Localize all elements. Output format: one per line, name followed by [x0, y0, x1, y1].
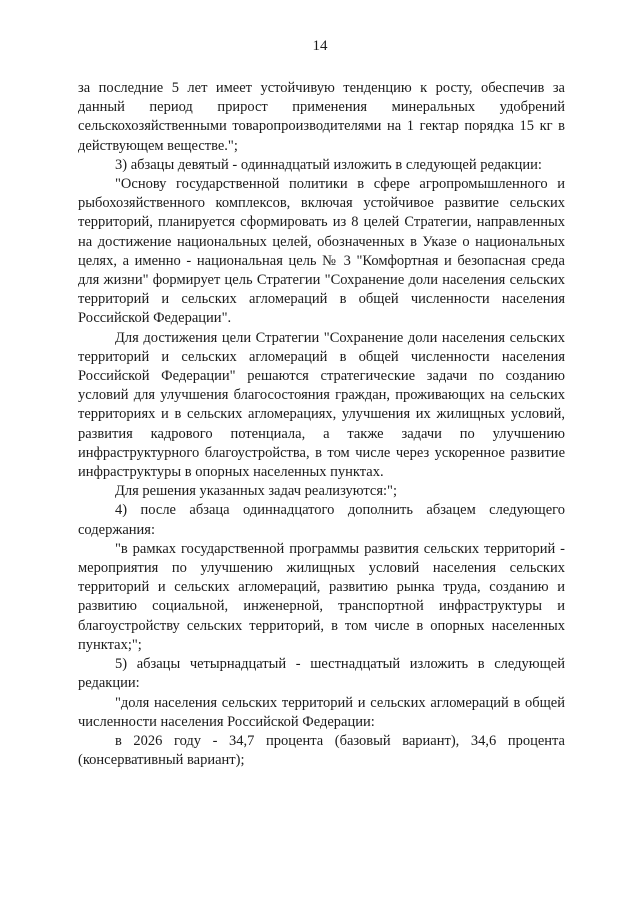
- paragraph-policy-basis: "Основу государственной политики в сфере агропромышленного и рыбохозяйственного комплексов, включая устойчивое развитие сельских территорий, планируется сформировать из 8 целей Стратегии, направленных на достижение национальных целей, обозначенных в Указе о национальных целях, а именно - национальная цель № 3 "Комфортная и безопасная среда для жизни" формирует цель Стратегии "Сохранение доли населения сельских территорий и сельских агломераций в общей численности населения Российской Федерации".: [78, 176, 565, 327]
- paragraph-continuation: за последние 5 лет имеет устойчивую тенденцию к росту, обеспечив за данный период прирост применения минеральных удобрений сельскохозяйственными товаропроизводителями на 1 гектар порядка 15 кг в действующем веществе.";: [78, 80, 565, 154]
- paragraph-strategy-goal: Для достижения цели Стратегии "Сохранение доли населения сельских территорий и сельских агломераций в общей численности населения Российской Федерации" решаются стратегические задачи по созданию условий для улучшения благосостояния граждан, проживающих на сельских территориях и в сельских агломерациях, улучшения их жилищных условий, развития кадрового потенциала, а также задачи по улучшению инфраструктурного благоустройства, в том числе через ускоренное развитие инфраструктуры в опорных населенных пунктах.: [78, 329, 565, 481]
- paragraph-item-3: 3) абзацы девятый - одиннадцатый изложить в следующей редакции:: [115, 156, 542, 173]
- paragraph-item-4: 4) после абзаца одиннадцатого дополнить абзацем следующего содержания:: [78, 502, 565, 538]
- paragraph-tasks-intro: Для решения указанных задач реализуются:";: [115, 483, 397, 500]
- page-number: 14: [312, 38, 328, 54]
- paragraph-population-share: "доля населения сельских территорий и сельских агломераций в общей численности населения Российской Федерации:: [78, 694, 565, 730]
- document-body: [78, 79, 565, 770]
- paragraph-item-5: 5) абзацы четырнадцатый - шестнадцатый изложить в следующей редакции:: [78, 656, 565, 692]
- paragraph-rural-program: "в рамках государственной программы развития сельских территорий - мероприятия по улучшению жилищных условий населения сельских территорий и сельских агломераций, развитию рынка труда, созданию и развитию социальной, инженерной, транспортной инфраструктуры и благоустройству сельских территорий, в том числе в опорных населенных пунктах;";: [78, 540, 565, 653]
- paragraph-2026-values: в 2026 году - 34,7 процента (базовый вариант), 34,6 процента (консервативный вариант);: [78, 732, 565, 769]
